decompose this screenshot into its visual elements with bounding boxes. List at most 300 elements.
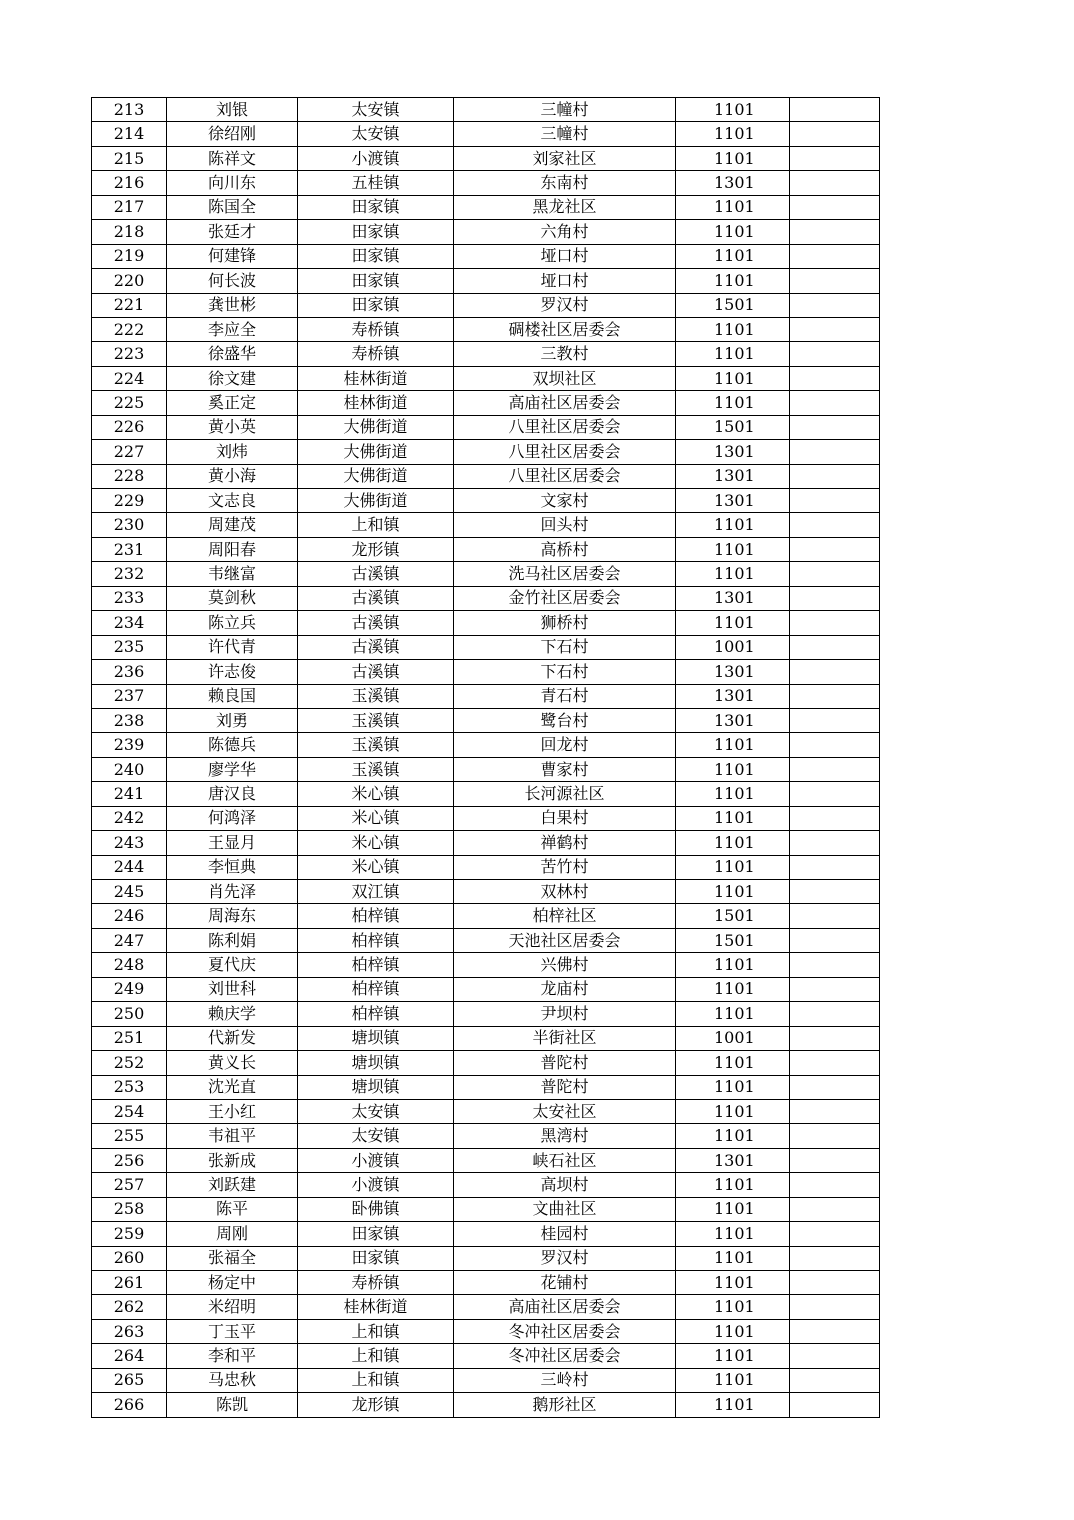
village-cell: 高坝村 bbox=[454, 1173, 676, 1197]
person-name-cell: 奚正定 bbox=[167, 391, 298, 415]
person-name-cell: 刘炜 bbox=[167, 440, 298, 464]
row-number-cell: 258 bbox=[92, 1197, 167, 1221]
table-row bbox=[92, 342, 880, 366]
person-name-cell: 廖学华 bbox=[167, 757, 298, 781]
code-cell: 1101 bbox=[676, 1295, 790, 1319]
table-row bbox=[92, 953, 880, 977]
note-cell bbox=[790, 806, 880, 830]
town-cell: 玉溪镇 bbox=[298, 708, 454, 732]
village-cell: 双林村 bbox=[454, 880, 676, 904]
town-cell: 米心镇 bbox=[298, 806, 454, 830]
row-number-cell: 242 bbox=[92, 806, 167, 830]
table-row bbox=[92, 855, 880, 879]
row-number-cell: 222 bbox=[92, 317, 167, 341]
town-cell: 上和镇 bbox=[298, 1368, 454, 1392]
code-cell: 1101 bbox=[676, 953, 790, 977]
village-cell: 文家村 bbox=[454, 489, 676, 513]
town-cell: 古溪镇 bbox=[298, 586, 454, 610]
table-row bbox=[92, 1075, 880, 1099]
code-cell: 1101 bbox=[676, 977, 790, 1001]
table-row bbox=[92, 733, 880, 757]
table-row bbox=[92, 244, 880, 268]
row-number-cell: 244 bbox=[92, 855, 167, 879]
note-cell bbox=[790, 1197, 880, 1221]
row-number-cell: 226 bbox=[92, 415, 167, 439]
village-cell: 兴佛村 bbox=[454, 953, 676, 977]
note-cell bbox=[790, 122, 880, 146]
row-number-cell: 251 bbox=[92, 1026, 167, 1050]
village-cell: 鹅形社区 bbox=[454, 1393, 676, 1417]
roster-table-body bbox=[92, 98, 880, 1418]
row-number-cell: 249 bbox=[92, 977, 167, 1001]
table-row bbox=[92, 513, 880, 537]
note-cell bbox=[790, 1319, 880, 1343]
note-cell bbox=[790, 1173, 880, 1197]
town-cell: 米心镇 bbox=[298, 831, 454, 855]
village-cell: 冬冲社区居委会 bbox=[454, 1344, 676, 1368]
row-number-cell: 233 bbox=[92, 586, 167, 610]
row-number-cell: 263 bbox=[92, 1319, 167, 1343]
table-row bbox=[92, 195, 880, 219]
row-number-cell: 223 bbox=[92, 342, 167, 366]
table-row bbox=[92, 1148, 880, 1172]
person-name-cell: 黄小海 bbox=[167, 464, 298, 488]
person-name-cell: 赖庆学 bbox=[167, 1002, 298, 1026]
village-cell: 曹家村 bbox=[454, 757, 676, 781]
person-name-cell: 王显月 bbox=[167, 831, 298, 855]
note-cell bbox=[790, 977, 880, 1001]
village-cell: 高桥村 bbox=[454, 537, 676, 561]
town-cell: 大佛街道 bbox=[298, 415, 454, 439]
village-cell: 下石村 bbox=[454, 660, 676, 684]
note-cell bbox=[790, 244, 880, 268]
village-cell: 黑龙社区 bbox=[454, 195, 676, 219]
town-cell: 田家镇 bbox=[298, 293, 454, 317]
village-cell: 长河源社区 bbox=[454, 782, 676, 806]
table-row bbox=[92, 317, 880, 341]
town-cell: 太安镇 bbox=[298, 122, 454, 146]
note-cell bbox=[790, 489, 880, 513]
row-number-cell: 219 bbox=[92, 244, 167, 268]
town-cell: 柏梓镇 bbox=[298, 1002, 454, 1026]
code-cell: 1001 bbox=[676, 635, 790, 659]
person-name-cell: 文志良 bbox=[167, 489, 298, 513]
table-row bbox=[92, 391, 880, 415]
code-cell: 1301 bbox=[676, 171, 790, 195]
village-cell: 罗汉村 bbox=[454, 1246, 676, 1270]
code-cell: 1301 bbox=[676, 489, 790, 513]
table-row bbox=[92, 757, 880, 781]
town-cell: 柏梓镇 bbox=[298, 904, 454, 928]
row-number-cell: 230 bbox=[92, 513, 167, 537]
code-cell: 1001 bbox=[676, 1026, 790, 1050]
note-cell bbox=[790, 415, 880, 439]
row-number-cell: 232 bbox=[92, 562, 167, 586]
person-name-cell: 李和平 bbox=[167, 1344, 298, 1368]
row-number-cell: 248 bbox=[92, 953, 167, 977]
village-cell: 东南村 bbox=[454, 171, 676, 195]
row-number-cell: 255 bbox=[92, 1124, 167, 1148]
town-cell: 小渡镇 bbox=[298, 146, 454, 170]
table-row bbox=[92, 1393, 880, 1417]
village-cell: 罗汉村 bbox=[454, 293, 676, 317]
person-name-cell: 沈光直 bbox=[167, 1075, 298, 1099]
village-cell: 鹭台村 bbox=[454, 708, 676, 732]
person-name-cell: 何长波 bbox=[167, 269, 298, 293]
town-cell: 古溪镇 bbox=[298, 562, 454, 586]
village-cell: 三岭村 bbox=[454, 1368, 676, 1392]
town-cell: 柏梓镇 bbox=[298, 977, 454, 1001]
village-cell: 峡石社区 bbox=[454, 1148, 676, 1172]
village-cell: 苦竹村 bbox=[454, 855, 676, 879]
row-number-cell: 228 bbox=[92, 464, 167, 488]
village-cell: 半街社区 bbox=[454, 1026, 676, 1050]
code-cell: 1101 bbox=[676, 122, 790, 146]
code-cell: 1101 bbox=[676, 1002, 790, 1026]
village-cell: 普陀村 bbox=[454, 1075, 676, 1099]
village-cell: 天池社区居委会 bbox=[454, 928, 676, 952]
person-name-cell: 黄义长 bbox=[167, 1051, 298, 1075]
village-cell: 花铺村 bbox=[454, 1271, 676, 1295]
row-number-cell: 215 bbox=[92, 146, 167, 170]
person-name-cell: 徐盛华 bbox=[167, 342, 298, 366]
row-number-cell: 246 bbox=[92, 904, 167, 928]
row-number-cell: 214 bbox=[92, 122, 167, 146]
code-cell: 1301 bbox=[676, 660, 790, 684]
person-name-cell: 韦祖平 bbox=[167, 1124, 298, 1148]
row-number-cell: 252 bbox=[92, 1051, 167, 1075]
note-cell bbox=[790, 1148, 880, 1172]
town-cell: 田家镇 bbox=[298, 1222, 454, 1246]
table-row bbox=[92, 415, 880, 439]
code-cell: 1301 bbox=[676, 586, 790, 610]
code-cell: 1101 bbox=[676, 1173, 790, 1197]
code-cell: 1101 bbox=[676, 1099, 790, 1123]
table-row bbox=[92, 1099, 880, 1123]
town-cell: 塘坝镇 bbox=[298, 1051, 454, 1075]
row-number-cell: 238 bbox=[92, 708, 167, 732]
village-cell: 垭口村 bbox=[454, 269, 676, 293]
note-cell bbox=[790, 782, 880, 806]
code-cell: 1101 bbox=[676, 880, 790, 904]
person-name-cell: 张廷才 bbox=[167, 220, 298, 244]
code-cell: 1101 bbox=[676, 146, 790, 170]
note-cell bbox=[790, 1222, 880, 1246]
code-cell: 1101 bbox=[676, 855, 790, 879]
person-name-cell: 徐绍刚 bbox=[167, 122, 298, 146]
town-cell: 柏梓镇 bbox=[298, 953, 454, 977]
person-name-cell: 周海东 bbox=[167, 904, 298, 928]
village-cell: 龙庙村 bbox=[454, 977, 676, 1001]
note-cell bbox=[790, 171, 880, 195]
row-number-cell: 236 bbox=[92, 660, 167, 684]
code-cell: 1301 bbox=[676, 684, 790, 708]
row-number-cell: 250 bbox=[92, 1002, 167, 1026]
person-name-cell: 何鸿泽 bbox=[167, 806, 298, 830]
code-cell: 1101 bbox=[676, 831, 790, 855]
code-cell: 1101 bbox=[676, 244, 790, 268]
code-cell: 1501 bbox=[676, 904, 790, 928]
table-row bbox=[92, 1368, 880, 1392]
note-cell bbox=[790, 366, 880, 390]
table-row bbox=[92, 1344, 880, 1368]
note-cell bbox=[790, 317, 880, 341]
table-row bbox=[92, 1051, 880, 1075]
table-row bbox=[92, 880, 880, 904]
note-cell bbox=[790, 1051, 880, 1075]
row-number-cell: 217 bbox=[92, 195, 167, 219]
row-number-cell: 240 bbox=[92, 757, 167, 781]
note-cell bbox=[790, 1026, 880, 1050]
table-row bbox=[92, 1295, 880, 1319]
row-number-cell: 234 bbox=[92, 611, 167, 635]
village-cell: 碉楼社区居委会 bbox=[454, 317, 676, 341]
row-number-cell: 216 bbox=[92, 171, 167, 195]
note-cell bbox=[790, 928, 880, 952]
row-number-cell: 218 bbox=[92, 220, 167, 244]
note-cell bbox=[790, 195, 880, 219]
row-number-cell: 213 bbox=[92, 98, 167, 122]
town-cell: 上和镇 bbox=[298, 1319, 454, 1343]
town-cell: 寿桥镇 bbox=[298, 342, 454, 366]
person-name-cell: 唐汉良 bbox=[167, 782, 298, 806]
table-row bbox=[92, 977, 880, 1001]
village-cell: 三幢村 bbox=[454, 122, 676, 146]
person-name-cell: 李应全 bbox=[167, 317, 298, 341]
row-number-cell: 264 bbox=[92, 1344, 167, 1368]
town-cell: 大佛街道 bbox=[298, 489, 454, 513]
note-cell bbox=[790, 1368, 880, 1392]
row-number-cell: 220 bbox=[92, 269, 167, 293]
table-row bbox=[92, 464, 880, 488]
person-name-cell: 许志俊 bbox=[167, 660, 298, 684]
town-cell: 寿桥镇 bbox=[298, 1271, 454, 1295]
code-cell: 1101 bbox=[676, 611, 790, 635]
note-cell bbox=[790, 904, 880, 928]
person-name-cell: 夏代庆 bbox=[167, 953, 298, 977]
table-row bbox=[92, 1026, 880, 1050]
person-name-cell: 周刚 bbox=[167, 1222, 298, 1246]
table-row bbox=[92, 1222, 880, 1246]
table-row bbox=[92, 489, 880, 513]
town-cell: 玉溪镇 bbox=[298, 733, 454, 757]
table-row bbox=[92, 1246, 880, 1270]
code-cell: 1101 bbox=[676, 342, 790, 366]
town-cell: 大佛街道 bbox=[298, 440, 454, 464]
table-row bbox=[92, 806, 880, 830]
row-number-cell: 261 bbox=[92, 1271, 167, 1295]
table-row bbox=[92, 171, 880, 195]
code-cell: 1101 bbox=[676, 1368, 790, 1392]
note-cell bbox=[790, 464, 880, 488]
village-cell: 白果村 bbox=[454, 806, 676, 830]
village-cell: 洗马社区居委会 bbox=[454, 562, 676, 586]
town-cell: 小渡镇 bbox=[298, 1173, 454, 1197]
code-cell: 1101 bbox=[676, 1075, 790, 1099]
village-cell: 刘家社区 bbox=[454, 146, 676, 170]
town-cell: 田家镇 bbox=[298, 220, 454, 244]
town-cell: 大佛街道 bbox=[298, 464, 454, 488]
row-number-cell: 243 bbox=[92, 831, 167, 855]
table-row bbox=[92, 1002, 880, 1026]
note-cell bbox=[790, 1124, 880, 1148]
village-cell: 狮桥村 bbox=[454, 611, 676, 635]
town-cell: 太安镇 bbox=[298, 1099, 454, 1123]
village-cell: 双坝社区 bbox=[454, 366, 676, 390]
note-cell bbox=[790, 953, 880, 977]
row-number-cell: 231 bbox=[92, 537, 167, 561]
note-cell bbox=[790, 635, 880, 659]
note-cell bbox=[790, 733, 880, 757]
code-cell: 1101 bbox=[676, 733, 790, 757]
note-cell bbox=[790, 537, 880, 561]
table-row bbox=[92, 660, 880, 684]
person-name-cell: 刘跃建 bbox=[167, 1173, 298, 1197]
person-name-cell: 李恒典 bbox=[167, 855, 298, 879]
village-cell: 高庙社区居委会 bbox=[454, 1295, 676, 1319]
code-cell: 1101 bbox=[676, 1124, 790, 1148]
code-cell: 1101 bbox=[676, 1344, 790, 1368]
town-cell: 玉溪镇 bbox=[298, 684, 454, 708]
code-cell: 1101 bbox=[676, 806, 790, 830]
note-cell bbox=[790, 757, 880, 781]
village-cell: 八里社区居委会 bbox=[454, 415, 676, 439]
person-name-cell: 赖良国 bbox=[167, 684, 298, 708]
person-name-cell: 韦继富 bbox=[167, 562, 298, 586]
town-cell: 桂林街道 bbox=[298, 391, 454, 415]
code-cell: 1101 bbox=[676, 1222, 790, 1246]
town-cell: 上和镇 bbox=[298, 1344, 454, 1368]
person-name-cell: 张福全 bbox=[167, 1246, 298, 1270]
person-name-cell: 陈立兵 bbox=[167, 611, 298, 635]
row-number-cell: 235 bbox=[92, 635, 167, 659]
note-cell bbox=[790, 586, 880, 610]
town-cell: 龙形镇 bbox=[298, 537, 454, 561]
table-row bbox=[92, 562, 880, 586]
person-name-cell: 周建茂 bbox=[167, 513, 298, 537]
code-cell: 1101 bbox=[676, 1051, 790, 1075]
row-number-cell: 239 bbox=[92, 733, 167, 757]
person-name-cell: 陈平 bbox=[167, 1197, 298, 1221]
note-cell bbox=[790, 440, 880, 464]
town-cell: 米心镇 bbox=[298, 782, 454, 806]
town-cell: 龙形镇 bbox=[298, 1393, 454, 1417]
note-cell bbox=[790, 220, 880, 244]
code-cell: 1101 bbox=[676, 366, 790, 390]
note-cell bbox=[790, 1075, 880, 1099]
code-cell: 1101 bbox=[676, 562, 790, 586]
code-cell: 1101 bbox=[676, 1197, 790, 1221]
village-cell: 垭口村 bbox=[454, 244, 676, 268]
person-name-cell: 陈利娟 bbox=[167, 928, 298, 952]
row-number-cell: 247 bbox=[92, 928, 167, 952]
town-cell: 古溪镇 bbox=[298, 660, 454, 684]
person-name-cell: 刘勇 bbox=[167, 708, 298, 732]
table-row bbox=[92, 928, 880, 952]
town-cell: 上和镇 bbox=[298, 513, 454, 537]
code-cell: 1501 bbox=[676, 415, 790, 439]
table-row bbox=[92, 904, 880, 928]
table-row bbox=[92, 220, 880, 244]
town-cell: 双江镇 bbox=[298, 880, 454, 904]
code-cell: 1101 bbox=[676, 1393, 790, 1417]
row-number-cell: 221 bbox=[92, 293, 167, 317]
row-number-cell: 256 bbox=[92, 1148, 167, 1172]
town-cell: 米心镇 bbox=[298, 855, 454, 879]
table-row bbox=[92, 1173, 880, 1197]
note-cell bbox=[790, 1002, 880, 1026]
code-cell: 1101 bbox=[676, 195, 790, 219]
row-number-cell: 257 bbox=[92, 1173, 167, 1197]
person-name-cell: 米绍明 bbox=[167, 1295, 298, 1319]
person-name-cell: 马忠秋 bbox=[167, 1368, 298, 1392]
note-cell bbox=[790, 1246, 880, 1270]
code-cell: 1101 bbox=[676, 537, 790, 561]
table-row bbox=[92, 708, 880, 732]
note-cell bbox=[790, 1344, 880, 1368]
row-number-cell: 254 bbox=[92, 1099, 167, 1123]
row-number-cell: 245 bbox=[92, 880, 167, 904]
village-cell: 普陀村 bbox=[454, 1051, 676, 1075]
town-cell: 桂林街道 bbox=[298, 366, 454, 390]
note-cell bbox=[790, 1271, 880, 1295]
town-cell: 寿桥镇 bbox=[298, 317, 454, 341]
village-cell: 青石村 bbox=[454, 684, 676, 708]
town-cell: 田家镇 bbox=[298, 244, 454, 268]
note-cell bbox=[790, 513, 880, 537]
note-cell bbox=[790, 293, 880, 317]
village-cell: 下石村 bbox=[454, 635, 676, 659]
table-row bbox=[92, 146, 880, 170]
village-cell: 尹坝村 bbox=[454, 1002, 676, 1026]
row-number-cell: 224 bbox=[92, 366, 167, 390]
village-cell: 金竹社区居委会 bbox=[454, 586, 676, 610]
person-name-cell: 周阳春 bbox=[167, 537, 298, 561]
town-cell: 玉溪镇 bbox=[298, 757, 454, 781]
person-name-cell: 丁玉平 bbox=[167, 1319, 298, 1343]
village-cell: 桂园村 bbox=[454, 1222, 676, 1246]
person-name-cell: 代新发 bbox=[167, 1026, 298, 1050]
row-number-cell: 227 bbox=[92, 440, 167, 464]
code-cell: 1101 bbox=[676, 220, 790, 244]
row-number-cell: 229 bbox=[92, 489, 167, 513]
person-name-cell: 黄小英 bbox=[167, 415, 298, 439]
code-cell: 1101 bbox=[676, 1319, 790, 1343]
village-cell: 八里社区居委会 bbox=[454, 440, 676, 464]
town-cell: 田家镇 bbox=[298, 195, 454, 219]
town-cell: 古溪镇 bbox=[298, 611, 454, 635]
village-cell: 禅鹤村 bbox=[454, 831, 676, 855]
table-row bbox=[92, 1319, 880, 1343]
code-cell: 1301 bbox=[676, 440, 790, 464]
code-cell: 1501 bbox=[676, 928, 790, 952]
village-cell: 三幢村 bbox=[454, 98, 676, 122]
code-cell: 1301 bbox=[676, 464, 790, 488]
town-cell: 田家镇 bbox=[298, 269, 454, 293]
note-cell bbox=[790, 880, 880, 904]
town-cell: 太安镇 bbox=[298, 98, 454, 122]
person-name-cell: 刘银 bbox=[167, 98, 298, 122]
table-row bbox=[92, 782, 880, 806]
code-cell: 1101 bbox=[676, 782, 790, 806]
row-number-cell: 266 bbox=[92, 1393, 167, 1417]
person-name-cell: 张新成 bbox=[167, 1148, 298, 1172]
code-cell: 1101 bbox=[676, 513, 790, 537]
roster-table bbox=[91, 97, 880, 1418]
code-cell: 1101 bbox=[676, 1246, 790, 1270]
table-row bbox=[92, 1124, 880, 1148]
table-row bbox=[92, 684, 880, 708]
